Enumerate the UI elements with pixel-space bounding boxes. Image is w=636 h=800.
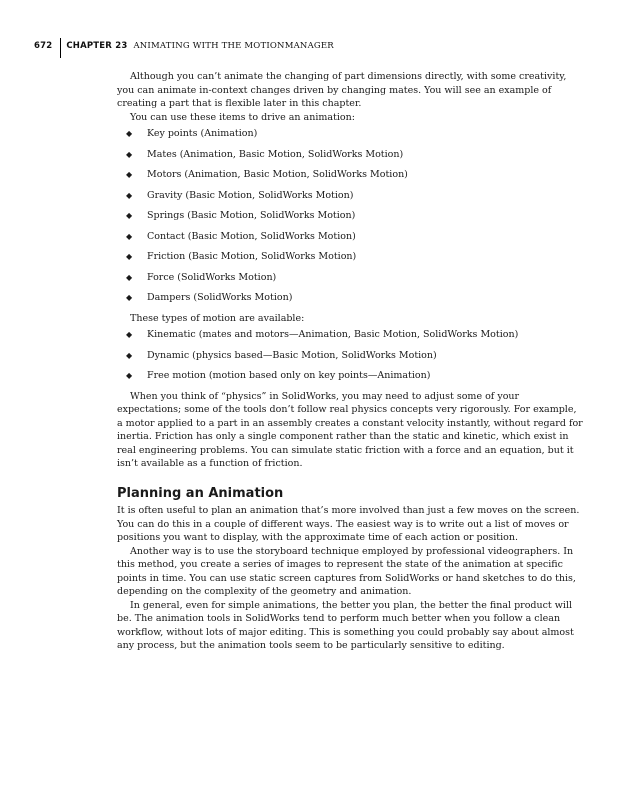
bullet-diamond-icon: ◆ xyxy=(126,272,133,282)
running-header xyxy=(34,38,334,58)
list-item: ◆ Key points (Animation) xyxy=(126,128,258,139)
bullet-diamond-icon: ◆ xyxy=(126,149,133,159)
page-body xyxy=(117,70,585,653)
plan-paragraph-3: In general, even for simple animations, the better you plan, the better the final product will be. The animation tools in SolidWorks tend to perform much better when you follow a clean workflow, without lots of major editing. This is something you could probably say about almost any process, but the animation tools seem to be particularly sensitive to editing. xyxy=(117,599,574,651)
list-item: ◆ Force (SolidWorks Motion) xyxy=(126,271,277,283)
list-item: ◆ Gravity (Basic Motion, SolidWorks Motion) xyxy=(126,189,354,201)
bullet-diamond-icon: ◆ xyxy=(126,371,133,380)
header-divider xyxy=(60,38,61,58)
physics-paragraph: When you think of “physics” in SolidWorks, you may need to adjust some of your expectations; some of the tools don’t follow real physics concepts very rigorously. For example, a motor applied to a part in an assembly creates a constant velocity instantly, without regard for inertia. Friction has only a single component rather than the static and kinetic, which exist in real engineering problems. You can simulate static friction with a force and an equation, but it isn’t available as a function of friction. xyxy=(117,390,583,469)
types-list xyxy=(117,328,585,383)
plan-paragraph-1: It is often useful to plan an animation that’s more involved than just a few moves on the screen. You can do this in a couple of different ways. The easiest way is to write out a list of moves or positions you want to display, with the approximate time of each action or position. xyxy=(117,505,580,543)
list-item: ◆ Kinematic (mates and motors—Animation, Basic Motion, SolidWorks Motion) xyxy=(126,329,519,340)
plan-paragraph-2: Another way is to use the storyboard technique employed by professional videographers. In this method, you create a series of images to represent the state of the animation at specific points in time. You can use static screen captures from SolidWorks or hand sketches to do this, depending on the complexity of the geometry and animation. xyxy=(117,545,576,597)
bullet-diamond-icon: ◆ xyxy=(126,252,133,261)
types-intro: These types of motion are available: xyxy=(130,312,305,324)
list-item: ◆ Contact (Basic Motion, SolidWorks Motion) xyxy=(126,230,356,242)
list-item: ◆ Dynamic (physics based—Basic Motion, SolidWorks Motion) xyxy=(126,349,437,361)
intro-paragraph: Although you can’t animate the changing of part dimensions directly, with some creativity, you can animate in-context changes driven by changing mates. You will see an example of creating a part that is flexible later in this chapter. xyxy=(117,71,567,109)
bullet-diamond-icon: ◆ xyxy=(126,129,133,138)
bullet-diamond-icon: ◆ xyxy=(126,170,133,179)
list-item: ◆ Motors (Animation, Basic Motion, SolidWorks Motion) xyxy=(126,169,408,180)
list-item: ◆ Mates (Animation, Basic Motion, SolidWorks Motion) xyxy=(126,148,404,160)
section-heading: Planning an Animation xyxy=(117,485,284,501)
bullet-diamond-icon: ◆ xyxy=(126,211,133,220)
list-item: ◆ Springs (Basic Motion, SolidWorks Motion) xyxy=(126,210,356,221)
drivers-list xyxy=(117,127,585,305)
bullet-diamond-icon: ◆ xyxy=(126,231,133,241)
drivers-intro: You can use these items to drive an animation: xyxy=(130,111,355,123)
page-number: 672 xyxy=(34,41,53,51)
list-item: ◆ Dampers (SolidWorks Motion) xyxy=(126,292,293,303)
list-item: ◆ Free motion (motion based only on key points—Animation) xyxy=(126,370,431,381)
bullet-diamond-icon: ◆ xyxy=(126,330,133,339)
bullet-diamond-icon: ◆ xyxy=(126,293,133,302)
chapter-label: CHAPTER 23 xyxy=(66,41,128,51)
chapter-title: ANIMATING WITH THE MOTIONMANAGER xyxy=(133,41,334,51)
list-item: ◆ Friction (Basic Motion, SolidWorks Motion) xyxy=(126,251,357,262)
bullet-diamond-icon: ◆ xyxy=(126,190,133,200)
bullet-diamond-icon: ◆ xyxy=(126,350,133,360)
